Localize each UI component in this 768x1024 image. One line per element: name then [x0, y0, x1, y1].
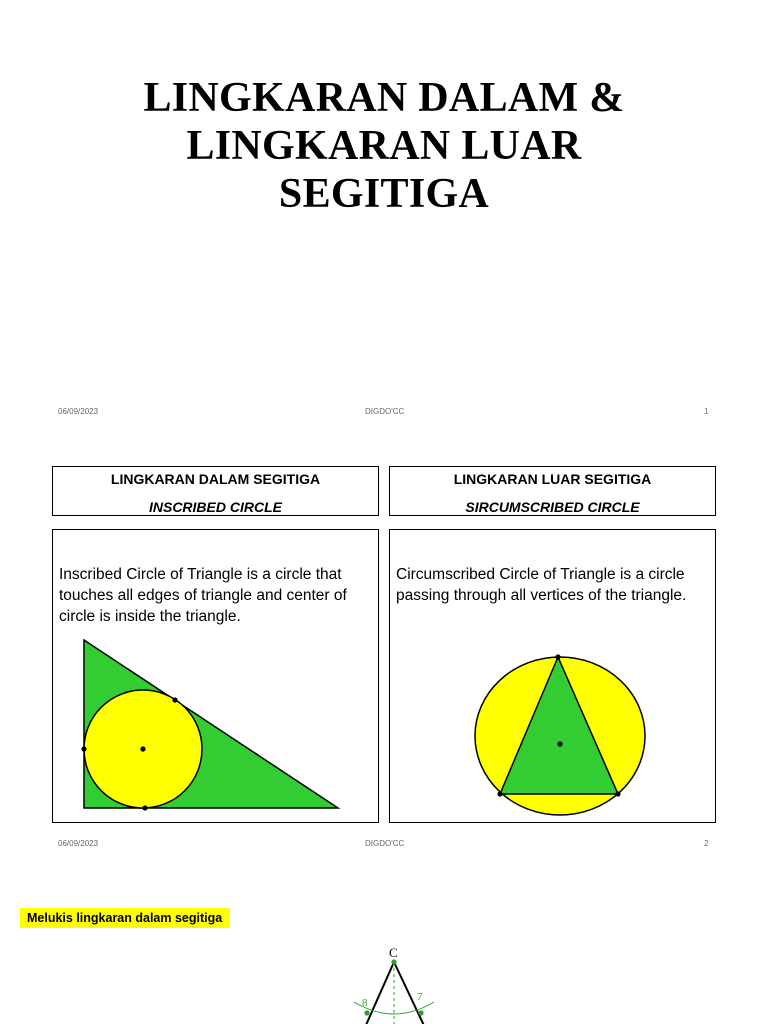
- slide-2: [0, 432, 768, 864]
- footer-page-number: 2: [704, 839, 709, 848]
- inscribed-description: Inscribed Circle of Triangle is a circle that touches all edges of triangle and center of circle is inside the triangle.: [59, 566, 347, 625]
- circumscribed-circle-diagram: [390, 530, 717, 824]
- vertex-bottom-right: [615, 791, 620, 796]
- footer-date: 06/09/2023: [58, 407, 99, 416]
- vertex-c-label: C: [389, 945, 398, 960]
- arc-label-7: 7: [417, 991, 423, 1003]
- title-line-2: LINGKARAN LUAR: [186, 123, 582, 169]
- inscribed-header: [52, 466, 379, 516]
- footer-date: 06/09/2023: [58, 839, 99, 848]
- inscribed-heading: LINGKARAN DALAM SEGITIGA: [110, 471, 321, 487]
- title-line-3: SEGITIGA: [278, 171, 490, 217]
- title-line-1: LINGKARAN DALAM &: [143, 75, 625, 121]
- construction-label: Melukis lingkaran dalam segitiga: [20, 908, 230, 928]
- vertex-c-point: [391, 959, 396, 964]
- footer-author: DIGDO'CC: [365, 839, 405, 848]
- arc-point-left: [364, 1010, 369, 1015]
- slide-1: [0, 0, 768, 432]
- arc-point-right: [418, 1010, 423, 1015]
- construction-diagram: [0, 864, 768, 1024]
- tangent-point-left: [81, 746, 86, 751]
- circumscribed-header: [389, 466, 716, 516]
- inscribed-card: [52, 529, 379, 823]
- footer-author: DIGDO'CC: [365, 407, 405, 416]
- circumscribed-card: [389, 529, 716, 823]
- tangent-point-bottom: [142, 805, 147, 810]
- vertex-top: [555, 654, 560, 659]
- vertex-bottom-left: [497, 791, 502, 796]
- circumscribed-description: Circumscribed Circle of Triangle is a circle passing through all vertices of the triangle.: [396, 566, 687, 604]
- slide-3: [0, 864, 768, 1024]
- page-title: [0, 74, 768, 218]
- inscribed-subheading: INSCRIBED CIRCLE: [148, 499, 282, 515]
- circumcenter-point: [557, 741, 562, 746]
- arc-label-8: 8: [362, 997, 368, 1009]
- circumscribed-subheading: SIRCUMSCRIBED CIRCLE: [465, 499, 640, 515]
- footer-page-number: 1: [704, 407, 709, 416]
- tangent-point-hypotenuse: [172, 697, 177, 702]
- incenter-point: [140, 746, 145, 751]
- inscribed-circle-diagram: [53, 530, 380, 824]
- circumscribed-heading: LINGKARAN LUAR SEGITIGA: [453, 471, 652, 487]
